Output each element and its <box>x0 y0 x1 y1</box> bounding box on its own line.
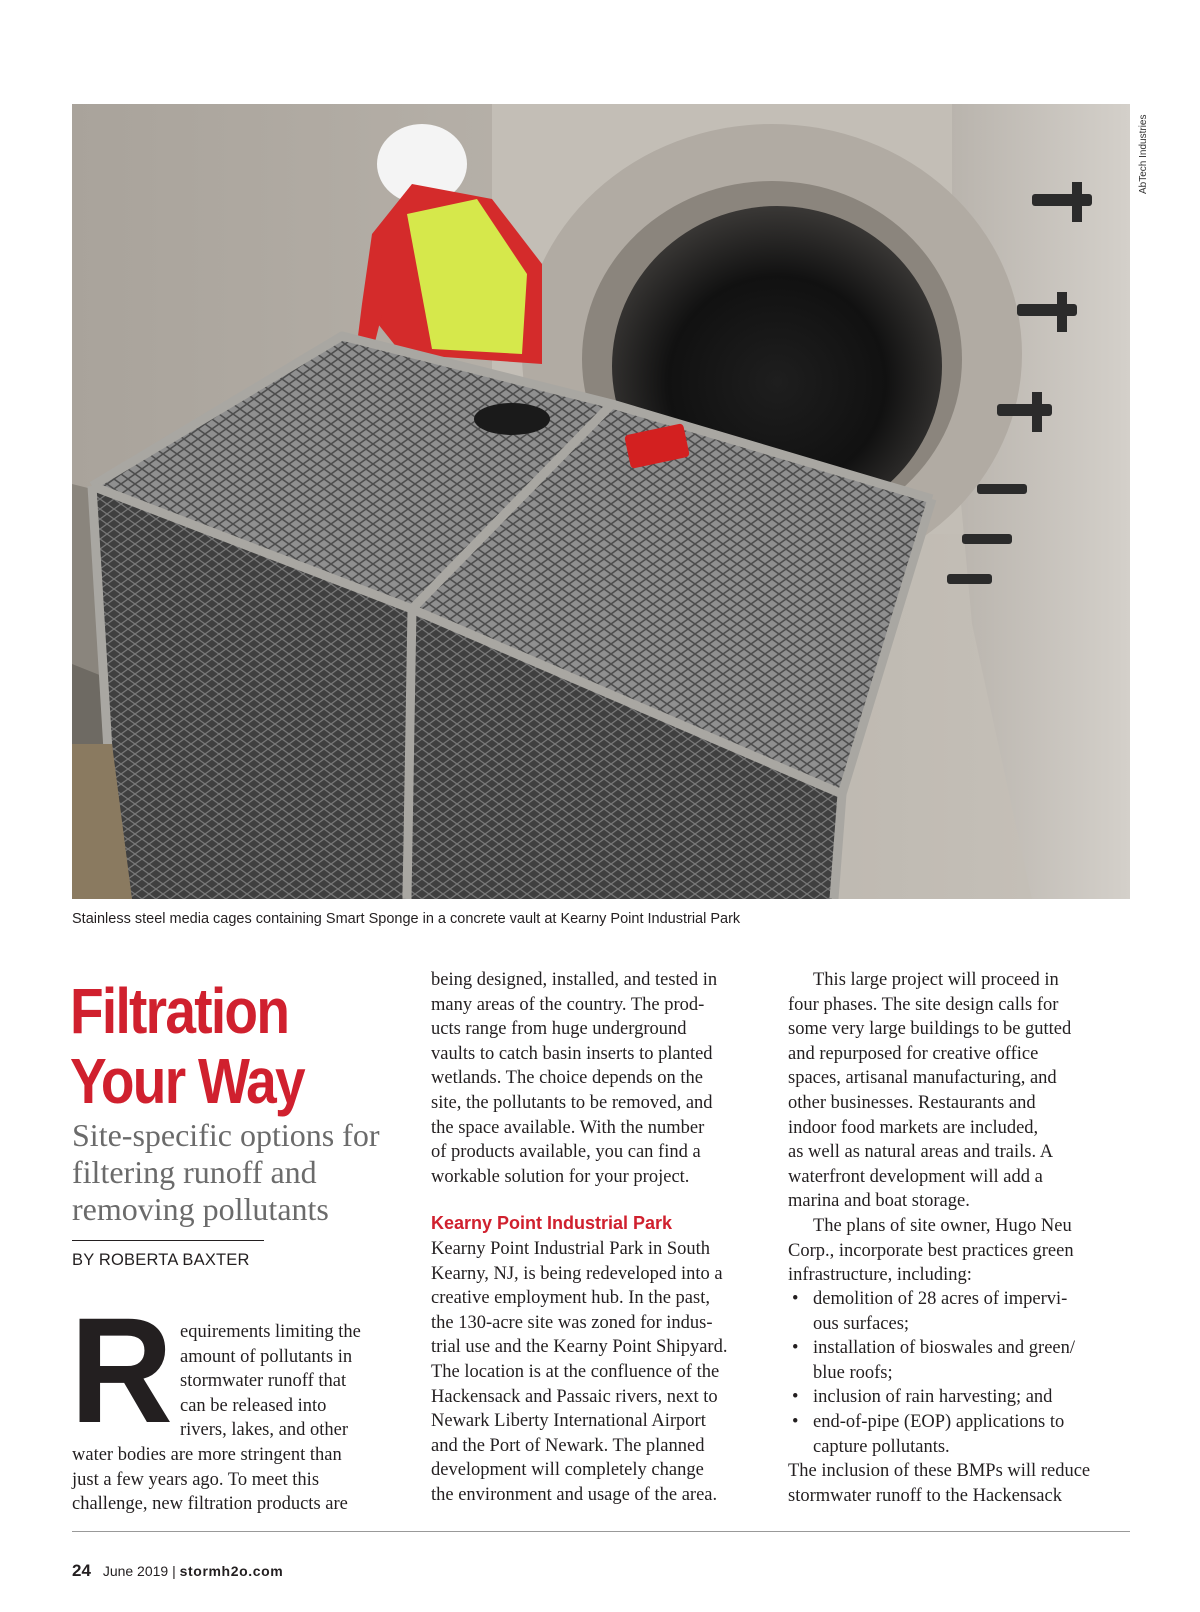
text-line: Newark Liberty International Airport <box>431 1411 706 1432</box>
text-line: Corp., incorporate best practices green <box>788 1240 1074 1261</box>
text-line: trial use and the Kearny Point Shipyard. <box>431 1337 728 1358</box>
text-line: creative employment hub. In the past, <box>431 1288 710 1309</box>
bullet-glyph: • <box>792 1387 799 1408</box>
text-line: inclusion of rain harvesting; and <box>813 1387 1053 1408</box>
text-line: rivers, lakes, and other <box>180 1420 348 1441</box>
text-line: many areas of the country. The prod- <box>431 994 705 1015</box>
footer-separator: | <box>172 1563 176 1579</box>
text-line: Kearny, NJ, is being redeveloped into a <box>431 1263 723 1284</box>
text-line: end-of-pipe (EOP) applications to <box>813 1411 1065 1432</box>
text-line: of products available, you can find a <box>431 1142 701 1163</box>
text-line: This large project will proceed in <box>813 970 1059 990</box>
green-infrastructure-list <box>788 1287 1075 1459</box>
cover-photo <box>72 104 1130 899</box>
text-line: some very large buildings to be gutted <box>788 1019 1072 1040</box>
text-line: ous surfaces; <box>813 1313 910 1334</box>
column-3-end <box>788 1459 1090 1508</box>
list-item <box>788 1410 1075 1459</box>
text-line: The plans of site owner, Hugo Neu <box>813 1215 1072 1236</box>
issue-date: June 2019 <box>102 1563 169 1579</box>
text-line: workable solution for your project. <box>431 1166 690 1187</box>
text-line: amount of pollutants in <box>180 1346 353 1367</box>
text-line: and the Port of Newark. The planned <box>431 1435 705 1456</box>
text-line: as well as natural areas and trails. A <box>788 1142 1054 1163</box>
photo-credit: AbTech Industries <box>1138 114 1149 194</box>
text-line: marina and boat storage. <box>788 1191 970 1212</box>
column-2-bottom <box>431 1237 727 1508</box>
text-line: the space available. With the number <box>431 1117 705 1138</box>
text-line: capture pollutants. <box>813 1436 950 1457</box>
column-1-continued <box>72 1443 348 1517</box>
text-line: the environment and usage of the area. <box>431 1484 718 1505</box>
text-line: installation of bioswales and green/ <box>813 1338 1076 1359</box>
bullet-glyph: • <box>792 1411 799 1432</box>
article-headline <box>70 976 304 1116</box>
column-2-top <box>431 968 717 1189</box>
column-1-intro <box>180 1320 361 1443</box>
text-line: four phases. The site design calls for <box>788 994 1059 1015</box>
page-footer <box>72 1561 283 1581</box>
text-line: Hackensack and Passaic rivers, next to <box>431 1386 718 1407</box>
text-line: other businesses. Restaurants and <box>788 1092 1036 1113</box>
dek-divider <box>72 1240 264 1241</box>
text-line: vaults to catch basin inserts to planted <box>431 1043 713 1064</box>
text-line: stormwater runoff that <box>180 1371 347 1392</box>
text-line: water bodies are more stringent than <box>72 1445 342 1465</box>
text-line: can be released into <box>180 1395 327 1416</box>
text-line: The location is at the confluence of the <box>431 1361 720 1382</box>
text-line: the 130-acre site was zoned for indus- <box>431 1312 713 1333</box>
headline-line-1: Filtration <box>70 975 289 1047</box>
text-line: equirements limiting the <box>180 1322 361 1342</box>
text-line: just a few years ago. To meet this <box>72 1469 320 1490</box>
text-line: being designed, installed, and tested in <box>431 970 718 990</box>
text-line: development will completely change <box>431 1460 704 1481</box>
drop-cap: R <box>70 1286 173 1454</box>
text-line: ucts range from huge underground <box>431 1019 687 1040</box>
byline: BY ROBERTA BAXTER <box>72 1251 250 1269</box>
section-subhead: Kearny Point Industrial Park <box>431 1213 673 1233</box>
text-line: site, the pollutants to be removed, and <box>431 1092 713 1113</box>
list-item <box>788 1287 1075 1336</box>
text-line: indoor food markets are included, <box>788 1117 1039 1138</box>
column-3-top <box>788 968 1074 1288</box>
text-line: infrastructure, including: <box>788 1265 972 1286</box>
text-line: waterfront development will add a <box>788 1166 1043 1187</box>
photo-caption: Stainless steel media cages containing Smart Sponge in a concrete vault at Kearny Point Industrial Park <box>72 911 741 927</box>
text-line: demolition of 28 acres of impervi- <box>813 1289 1068 1309</box>
headline-line-2: Your Way <box>70 1045 304 1117</box>
text-line: spaces, artisanal manufacturing, and <box>788 1068 1057 1089</box>
article-dek: Site-specific options for filtering runoff and removing pollutants <box>72 1117 380 1227</box>
text-line: The inclusion of these BMPs will reduce <box>788 1461 1091 1481</box>
list-item <box>788 1336 1075 1385</box>
website-link[interactable]: stormh2o.com <box>179 1563 284 1579</box>
page-number: 24 <box>72 1561 91 1580</box>
list-item <box>788 1385 1075 1410</box>
text-line: challenge, new filtration products are <box>72 1494 348 1515</box>
text-line: wetlands. The choice depends on the <box>431 1068 703 1089</box>
text-line: and repurposed for creative office <box>788 1043 1039 1064</box>
footer-divider <box>72 1531 1130 1532</box>
text-line: blue roofs; <box>813 1362 893 1383</box>
text-line: Kearny Point Industrial Park in South <box>431 1239 711 1259</box>
bullet-glyph: • <box>792 1338 799 1359</box>
text-line: stormwater runoff to the Hackensack <box>788 1485 1062 1506</box>
bullet-glyph: • <box>792 1289 799 1309</box>
